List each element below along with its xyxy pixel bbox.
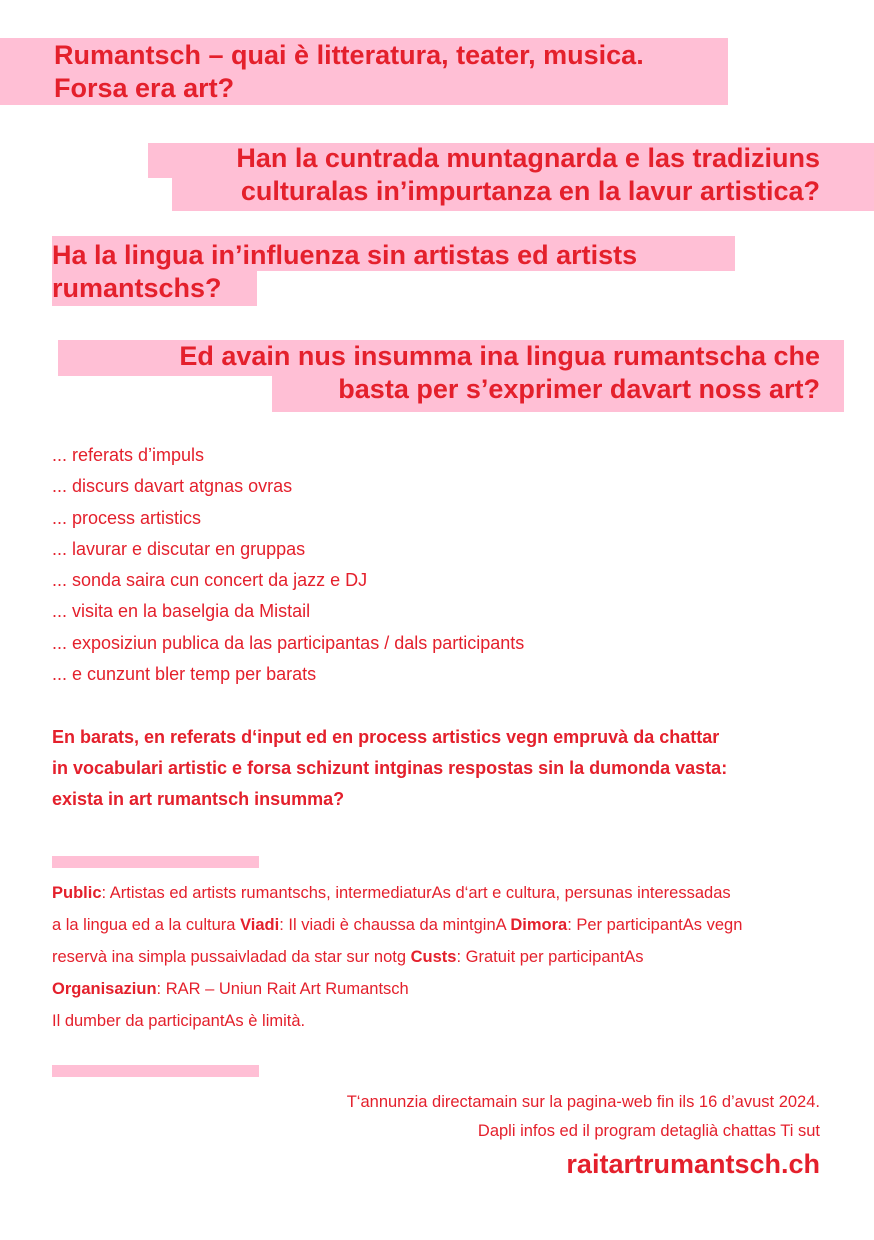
public-text-2: a la lingua ed a la cultura: [52, 916, 236, 934]
public-text: : Artistas ed artists rumantschs, intermediaturAs d‘art e cultura, persunas interessadas: [101, 884, 731, 902]
question-2-line-1: Han la cuntrada muntagnarda e las tradiziuns: [236, 143, 820, 173]
summary-paragraph: [52, 722, 727, 815]
divider-bar: [52, 1065, 259, 1077]
question-2: [236, 142, 820, 208]
info-line: [52, 909, 742, 941]
list-item: ... exposiziun publica da las participantas / dals participants: [52, 632, 525, 653]
info-line: [52, 1005, 742, 1037]
more-info-text: Dapli infos ed il program detaglià chattas Ti sut: [477, 1122, 820, 1140]
public-label: Public: [52, 884, 102, 902]
question-1-line-2: Forsa era art?: [54, 73, 235, 103]
question-3-line-1: Ha la lingua in’influenza sin artistas ed artists: [52, 240, 638, 270]
list-item: ... referats d’impuls: [52, 445, 205, 465]
register-text: T‘annunzia directamain sur la pagina-web fin ils 16 d’avust 2024.: [346, 1093, 820, 1111]
viadi-label: Viadi: [240, 916, 280, 934]
question-1-line-1: Rumantsch – quai è litteratura, teater, musica.: [54, 40, 644, 70]
list-item: ... e cunzunt bler temp per barats: [52, 664, 317, 685]
custs-label: Custs: [410, 948, 457, 966]
dimora-text-2: reservà ina simpla pussaivladad da star sur notg: [52, 948, 407, 966]
question-4-line-1: Ed avain nus insumma ina lingua rumantscha che: [179, 341, 820, 371]
custs-text: : Gratuit per participantAs: [456, 948, 644, 966]
website-link[interactable]: raitartrumantsch.ch: [566, 1149, 820, 1179]
info-line: [52, 941, 742, 973]
question-3-line-2: rumantschs?: [52, 273, 222, 303]
question-3: [52, 239, 637, 305]
list-item: ... sonda saira cun concert da jazz e DJ: [52, 570, 368, 591]
list-item: ... lavurar e discutar en gruppas: [52, 538, 306, 559]
question-4: [179, 340, 820, 406]
info-line: [52, 973, 742, 1005]
organisaziun-text: : RAR – Uniun Rait Art Rumantsch: [156, 980, 409, 998]
summary-line: in vocabulari artistic e forsa schizunt intginas respostas sin la dumonda vasta:: [52, 758, 728, 778]
question-4-line-2: basta per s’exprimer davart noss art?: [338, 374, 820, 404]
organisaziun-label: Organisaziun: [52, 980, 157, 998]
list-item: ... process artistics: [52, 507, 202, 528]
dimora-label: Dimora: [510, 916, 568, 934]
question-2-line-2: culturalas in’impurtanza en la lavur artistica?: [240, 176, 820, 206]
info-block: [52, 877, 742, 1037]
list-item: ... discurs davart atgnas ovras: [52, 476, 293, 497]
question-1: [54, 39, 644, 105]
info-line: [52, 877, 742, 909]
list-item: ... visita en la baselgia da Mistail: [52, 601, 311, 622]
summary-line: exista in art rumantsch insumma?: [52, 789, 345, 809]
summary-line: En barats, en referats d‘input ed en process artistics vegn empruvà da chattar: [52, 727, 720, 747]
program-list: [52, 440, 524, 690]
viadi-text: : Il viadi è chaussa da mintginA: [279, 916, 506, 934]
divider-bar: [52, 856, 259, 868]
limit-text: Il dumber da participantAs è limità.: [52, 1012, 306, 1030]
dimora-text: : Per participantAs vegn: [567, 916, 743, 934]
